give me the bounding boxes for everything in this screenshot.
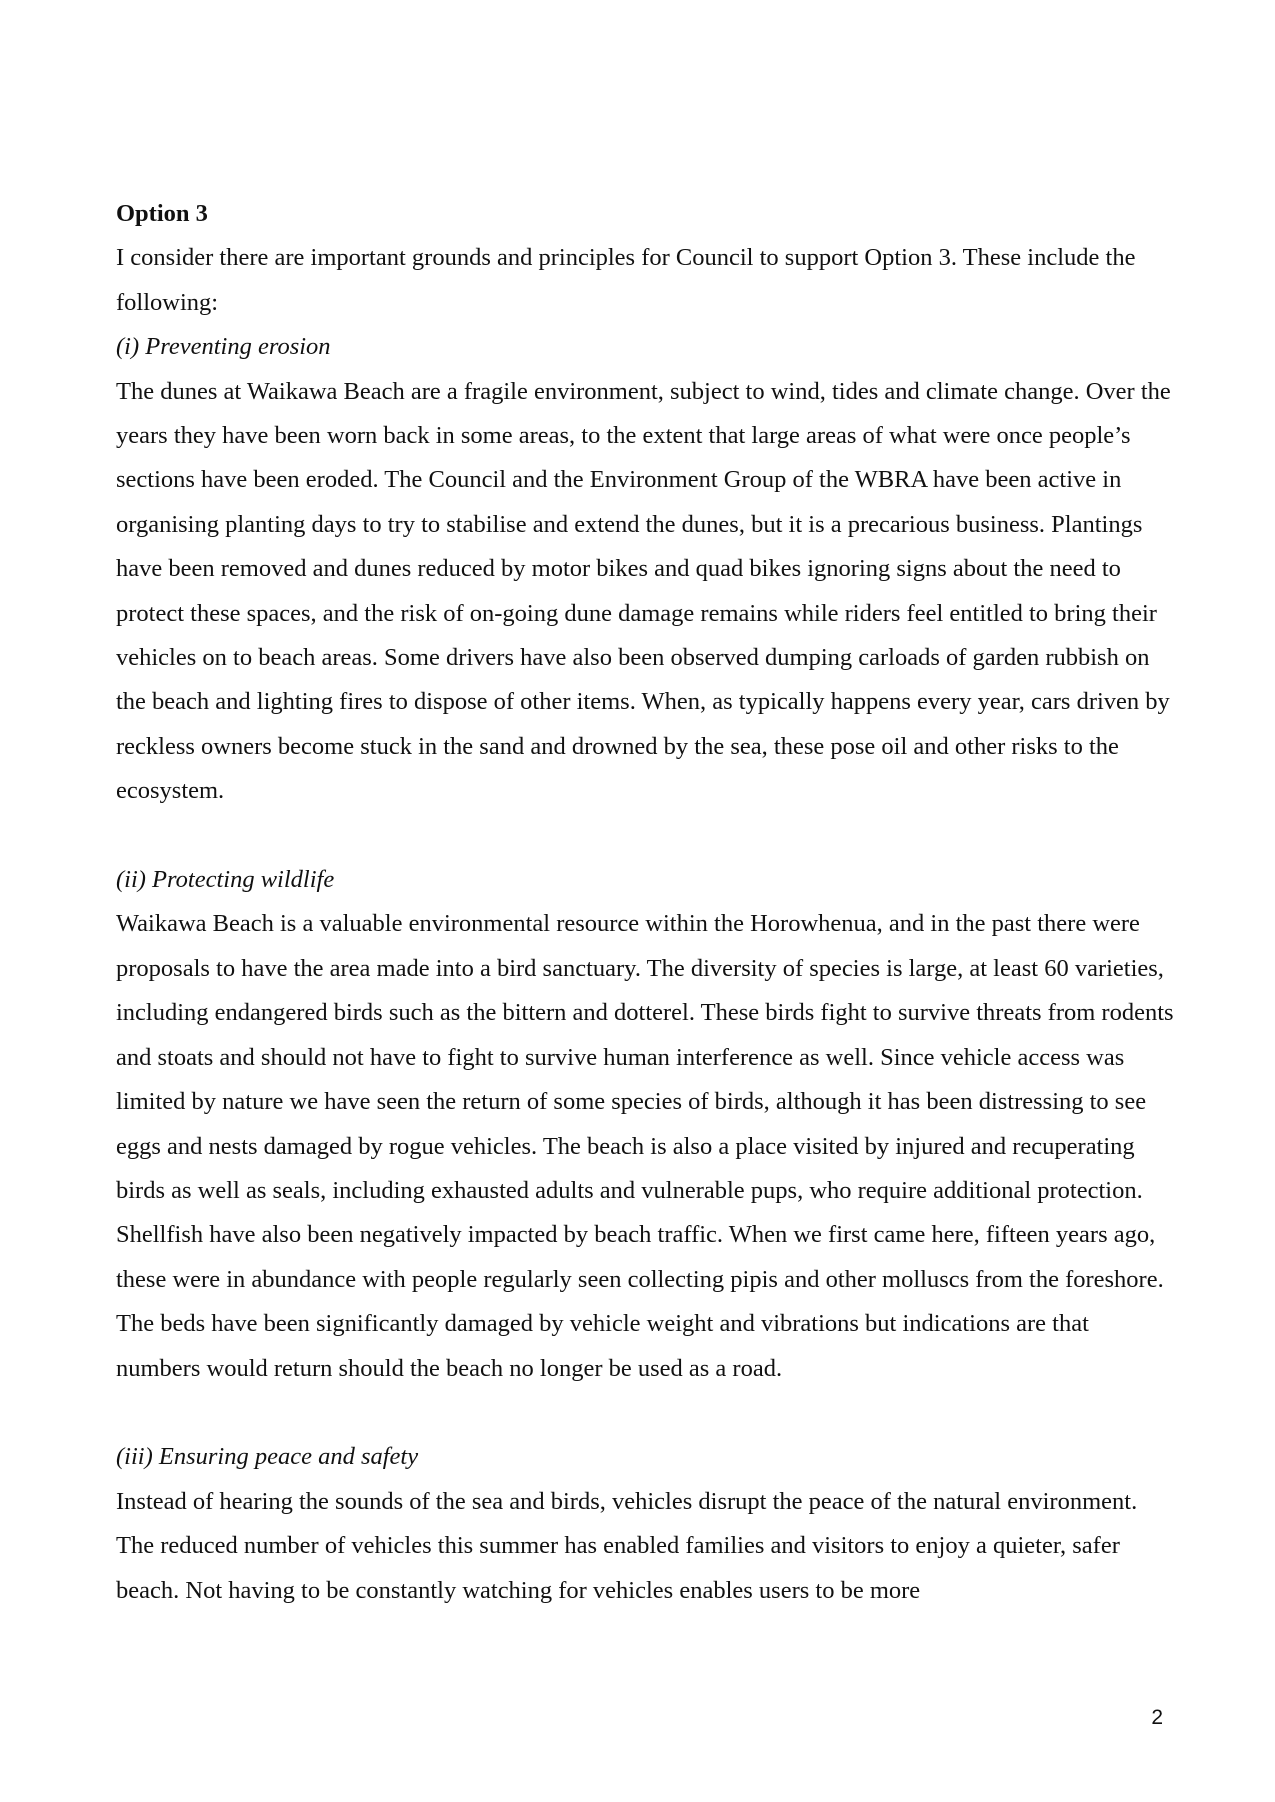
section-heading: Option 3 [116, 200, 208, 227]
paragraph-safety: Instead of hearing the sounds of the sea and birds, vehicles disrupt the peace of the natural environment. The reduced number of vehicles this summer has enabled families and visitors to enjoy a quieter, safer beach. Not having to be constantly watching for vehicles enables users to be more [116, 1487, 1138, 1604]
subsection-title-wildlife: (ii) Protecting wildlife [116, 866, 335, 894]
paragraph-spacer [116, 1391, 1176, 1435]
paragraph-spacer [116, 814, 1176, 858]
document-body [116, 192, 1176, 1613]
subsection-title-erosion: (i) Preventing erosion [116, 333, 331, 361]
paragraph-wildlife: Waikawa Beach is a valuable environmental resource within the Horowhenua, and in the past there were proposals to have the area made into a bird sanctuary. The diversity of species is large, at least 60 varieties, including endangered birds such as the bittern and dotterel. These birds fight to survive threats from rodents and stoats and should not have to fight to survive human interference as well. Since vehicle access was limited by nature we have seen the return of some species of birds, although it has been distressing to see eggs and nests damaged by rogue vehicles. The beach is also a place visited by injured and recuperating birds as well as seals, including exhausted adults and vulnerable pups, who require additional protection. Shellfish have also been negatively impacted by beach traffic. When we first came here, fifteen years ago, these were in abundance with people regularly seen collecting pipis and other molluscs from the foreshore. The beds have been significantly damaged by vehicle weight and vibrations but indications are that numbers would return should the beach no longer be used as a road. [116, 910, 1174, 1382]
paragraph-erosion: The dunes at Waikawa Beach are a fragile environment, subject to wind, tides and climate change. Over the years they have been worn back in some areas, to the extent that large areas of what were once people’s sections have been eroded. The Council and the Environment Group of the WBRA have been active in organising planting days to try to stabilise and extend the dunes, but it is a precarious business. Plantings have been removed and dunes reduced by motor bikes and quad bikes ignoring signs about the need to protect these spaces, and the risk of on-going dune damage remains while riders feel entitled to bring their vehicles on to beach areas. Some drivers have also been observed dumping carloads of garden rubbish on the beach and lighting fires to dispose of other items. When, as typically happens every year, cars driven by reckless owners become stuck in the sand and drowned by the sea, these pose oil and other risks to the ecosystem. [116, 377, 1171, 805]
intro-paragraph: I consider there are important grounds and principles for Council to support Option 3. These include the following: [116, 244, 1136, 316]
page-number: 2 [1151, 1706, 1163, 1729]
subsection-title-safety: (iii) Ensuring peace and safety [116, 1443, 419, 1471]
